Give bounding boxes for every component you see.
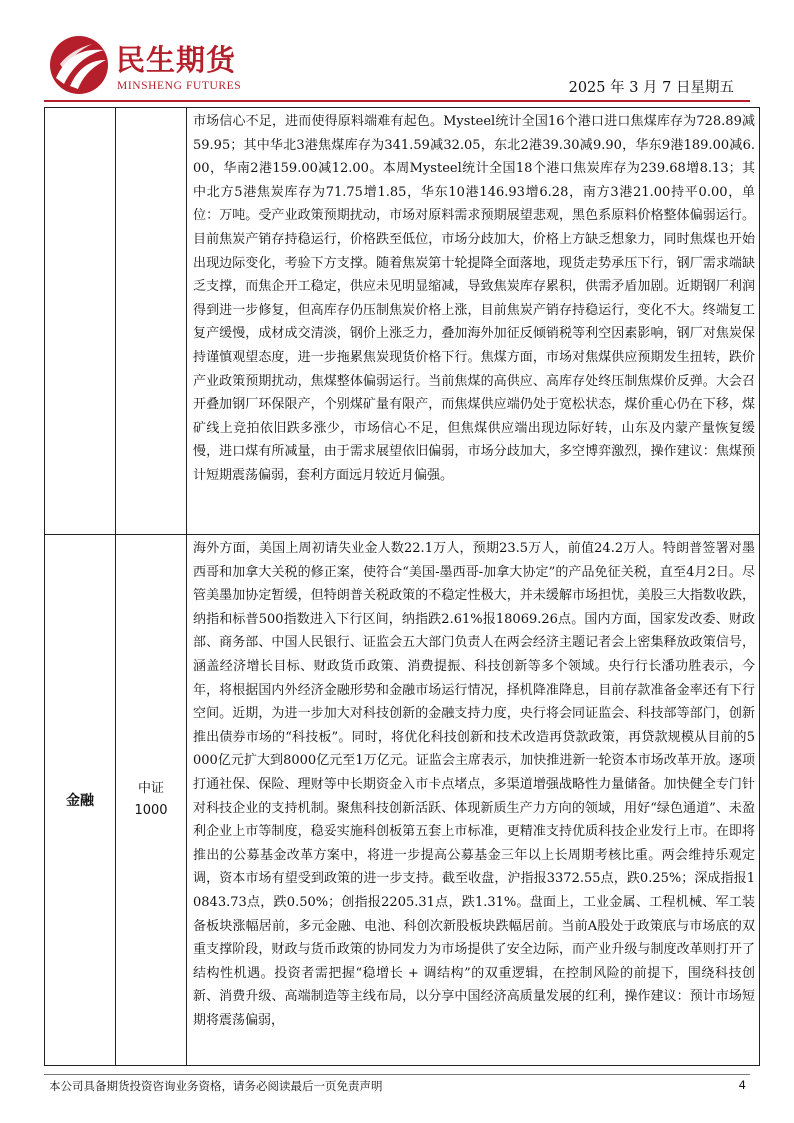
header-divider <box>44 100 750 102</box>
page-header <box>0 0 794 104</box>
analysis-text: 市场信心不足，进而使得原料端难有起色。Mysteel统计全国16个港口进口焦煤库存为728.89减59.95；其中华北3港焦煤库存为341.59减32.05，东北2港39.30减9.90，华东9港189.00减6.00，华南2港159.00减12.00。本周Mysteel统计全国18个港口焦炭库存为239.68增8.13；其中北方5港焦炭库存为71.75增1.85，华东10港146.93增6.28，南方3港21.00持平0.00，单位：万吨。受产业政策预期扰动，市场对原料需求预期展望悲观，黑色系原料价格整体偏弱运行。目前焦炭产销存持稳运行，价格跌至低位，市场分歧加大，价格上方缺乏想象力，同时焦煤也开始出现边际变化，考验下方支撑。随着焦炭第十轮提降全面落地，现货走势承压下行，钢厂需求端缺乏支撑，而焦企开工稳定，供应未见明显缩减，导致焦炭库存累积，供需矛盾加剧。近期钢厂利润得到进一步修复，但高库存仍压制焦炭价格上涨，目前焦炭产销存持稳运行，变化不大。终端复工复产缓慢，成材成交清淡，钢价上涨乏力，叠加海外加征反倾销税等利空因素影响，钢厂对焦炭保持谨慎观望态度，进一步拖累焦炭现货价格下行。焦煤方面，市场对焦煤供应预期发生扭转，跌价产业政策预期扰动，焦煤整体偏弱运行。当前焦煤的高供应、高库存处终压制焦煤价反弹。大会召开叠加钢厂环保限产，个别煤矿量有限产，而焦煤供应端仍处于宽松状态，煤价重心仍在下移，煤矿线上竞拍依旧跌多涨少，市场信心不足，但焦煤供应端出现边际好转，山东及内蒙产量恢复缓慢，进口煤有所减量，由于需求展望依旧偏弱，市场分歧加大，多空博弈激烈，操作建议：焦煤预计短期震荡偏弱，套利方面远月较近月偏强。 <box>193 114 756 483</box>
strategy-table <box>44 107 760 1066</box>
table-row <box>45 108 760 535</box>
product-name-line: 中证 <box>137 781 164 796</box>
analysis-cell <box>187 108 760 535</box>
product-cell <box>116 108 187 535</box>
disclaimer-text: 本公司具备期货投资咨询业务资格，请务必阅读最后一页免责声明 <box>49 1079 383 1093</box>
table-row <box>45 535 760 1066</box>
page-number: 4 <box>738 1078 746 1092</box>
product-name-line: 1000 <box>134 803 168 818</box>
minsheng-logo-icon <box>48 34 110 96</box>
analysis-cell <box>187 535 760 1066</box>
footer-divider <box>44 1074 750 1075</box>
report-date: 2025 年 3 月 7 日星期五 <box>568 80 734 96</box>
brand-name-cn: 民生期货 <box>116 43 237 77</box>
analysis-text: 海外方面，美国上周初请失业金人数22.1万人，预期23.5万人，前值24.2万人。特朗普签署对墨西哥和加拿大关税的修正案，使符合“美国-墨西哥-加拿大协定”的产品免征关税，直至4月2日。尽管美墨加协定暂缓，但特朗普关税政策的不稳定性极大，并未缓解市场担忧，美股三大指数收跌，纳指和标普500指数进入下行区间，纳指跌2.61%报18069.26点。国内方面，国家发改委、财政部、商务部、中国人民银行、证监会五大部门负责人在两会经济主题记者会上密集释放政策信号，涵盖经济增长目标、财政货币政策、消费提振、科技创新等多个领域。央行行长潘功胜表示，今年，将根据国内外经济金融形势和金融市场运行情况，择机降准降息，目前存款准备金率还有下行空间。近期，为进一步加大对科技创新的金融支持力度，央行将会同证监会、科技部等部门，创新推出债券市场的“科技板”。同时，将优化科技创新和技术改造再贷款政策，再贷款规模从目前的5000亿元扩大到8000亿元至1万亿元。证监会主席表示，加快推进新一轮资本市场改革开放。逐项打通社保、保险、理财等中长期资金入市卡点堵点，多渠道增强战略性力量储备。加快健全专门针对科技企业的支持机制。聚焦科技创新活跃、体现新质生产力方向的领域，用好“绿色通道”、未盈利企业上市等制度，稳妥实施科创板第五套上市标准，更精准支持优质科技企业发行上市。在即将推出的公募基金改革方案中，将进一步提高公募基金三年以上长周期考核比重。两会维持乐观定调，资本市场有望受到政策的进一步支持。截至收盘，沪指报3372.55点，跌0.25%；深成指报10843.73点，跌0.50%；创指报2205.31点，跌1.31%。盘面上，工业金属、工程机械、军工装备板块涨幅居前，多元金融、电池、科创次新股板块跌幅居前。当前A股处于政策底与市场底的双重支撑阶段，财政与货币政策的协同发力为市场提供了安全边际，而产业升级与制度改革则打开了结构性机遇。投资者需把握“稳增长 + 调结构”的双重逻辑，在控制风险的前提下，围绕科技创新、消费升级、高端制造等主线布局，以分享中国经济高质量发展的红利，操作建议：预计市场短期将震荡偏弱， <box>193 541 755 1028</box>
category-cell <box>45 108 116 535</box>
product-cell <box>116 535 187 1066</box>
category-cell: 金融 <box>45 535 116 1066</box>
brand-name-en: MINSHENG FUTURES <box>117 80 242 92</box>
